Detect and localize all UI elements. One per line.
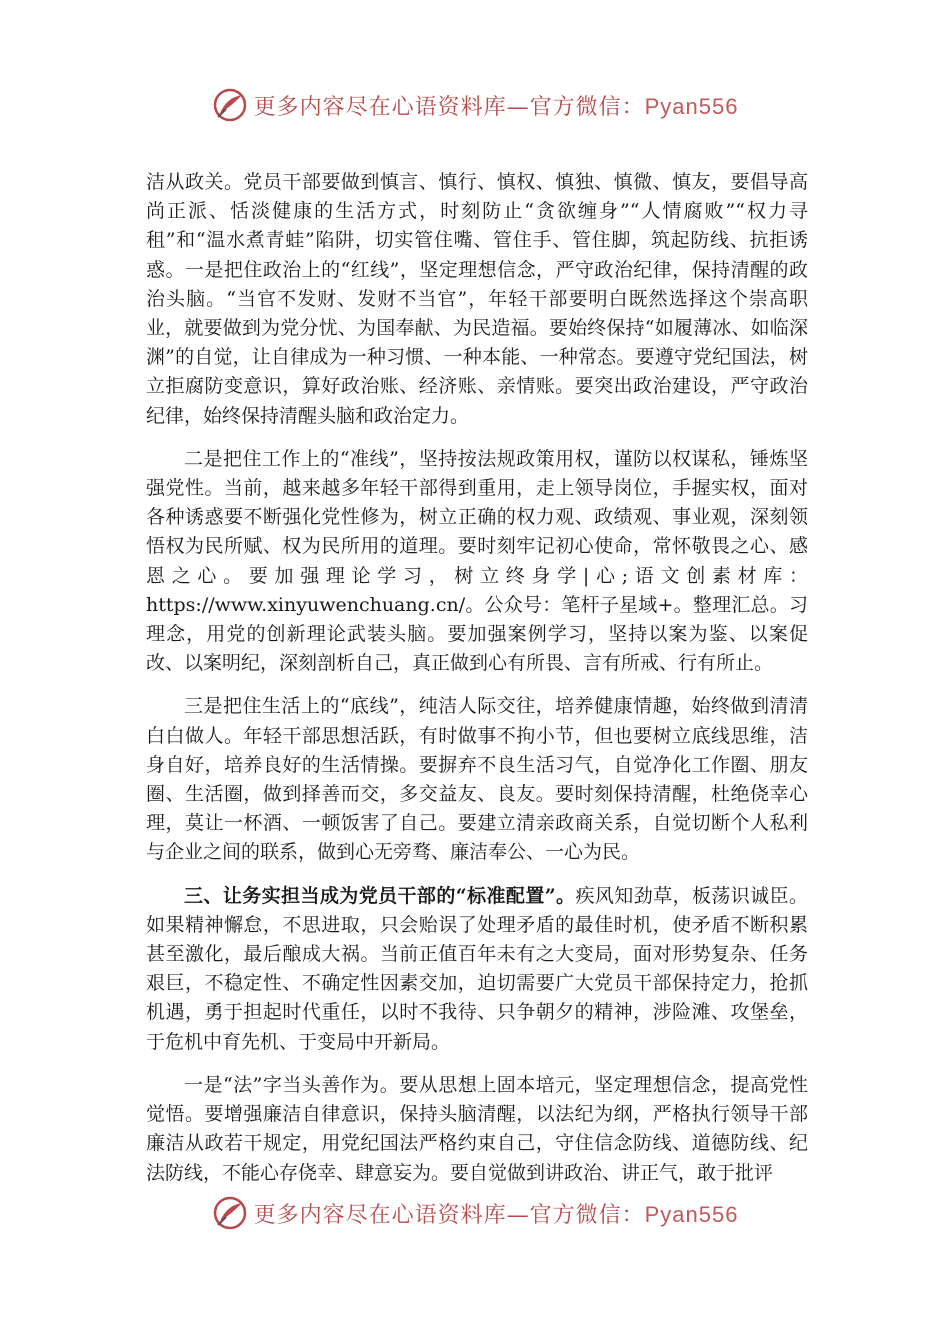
paragraph: 三、让务实担当成为党员干部的“标准配置”。疾风知劲草，板荡识诚臣。如果精神懈怠，不思进取，只会贻误了处理矛盾的最佳时机，使矛盾不断积累甚至激化，最后酿成大祸。当前正值百年未有之大变局，面对形势复杂、任务艰巨，不稳定性、不确定性因素交加，迫切需要广大党员干部保持定力，抢抓机遇，勇于担起时代重任，以时不我待、只争朝夕的精神，涉险滩、攻堡垒，于危机中育先机、于变局中开新局。 bbox=[146, 884, 808, 1053]
paragraph: 三是把住生活上的“底线”，纯洁人际交往，培养健康情趣，始终做到清清白白做人。年轻干部思想活跃，有时做事不拘小节，但也要树立底线思维，洁身自好，培养良好的生活情操。要摒弃不良生活习气，自觉净化工作圈、朋友圈、生活圈，做到择善而交，多交益友、良友。要时刻保持清醒，杜绝侥幸心理，莫让一杯酒、一顿饭害了自己。要建立清亲政商关系，自觉切断个人私利与企业之间的联系，做到心无旁骛、廉洁奉公、一心为民。 bbox=[146, 695, 808, 864]
paragraph: 一是“法”字当头善作为。要从思想上固本培元，坚定理想信念，提高党性觉悟。要增强廉洁自律意识，保持头脑清醒，以法纪为纲，严格执行领导干部廉洁从政若干规定，用党纪国法严格约束自己，守住信念防线、道德防线、纪法防线，不能心存侥幸、肆意妄为。要自觉做到讲政治、讲正气，敢于批评 bbox=[146, 1073, 808, 1184]
wechat-id: Pyan556 bbox=[644, 93, 739, 119]
section-heading: 三、让务实担当成为党员干部的“标准配置”。 bbox=[184, 884, 576, 907]
header-banner bbox=[0, 80, 950, 130]
banner-text: 更多内容尽在心语资料库—官方微信：Pyan556 bbox=[253, 93, 739, 120]
banner-text: 更多内容尽在心语资料库—官方微信：Pyan556 bbox=[253, 1201, 739, 1228]
paragraph: 二是把住工作上的“准线”，坚持按法规政策用权，谨防以权谋私，锤炼坚强党性。当前，越来越多年轻干部得到重用，走上领导岗位，手握实权，面对各种诱惑要不断强化党性修为，树立正确的权力观、政绩观、事业观，深刻领悟权为民所赋、权为民所用的道理。要时刻牢记初心使命，常怀敬畏之心、感恩之心。要加强理论学习，树立终身学|心;语文创素材库：https://www.xinyuwenchuang.cn/。公众号：笔杆子星域+。整理汇总。习理念，用党的创新理论武装头脑。要加强案例学习，坚持以案为鉴、以案促改、以案明纪，深刻剖析自己，真正做到心有所畏、言有所戒、行有所止。 bbox=[146, 447, 808, 675]
logo-icon bbox=[212, 1195, 248, 1231]
footer-banner bbox=[0, 1188, 950, 1238]
logo-icon bbox=[212, 87, 248, 123]
document-body bbox=[146, 168, 808, 1202]
wechat-id: Pyan556 bbox=[644, 1201, 739, 1227]
paragraph: 洁从政关。党员干部要做到慎言、慎行、慎权、慎独、慎微、慎友，要倡导高尚正派、恬淡健康的生活方式，时刻防止“贪欲缠身”“人情腐败”“权力寻租”和“温水煮青蛙”陷阱，切实管住嘴、管住手、管住脚，筑起防线、抗拒诱惑。一是把住政治上的“红线”，坚定理想信念，严守政治纪律，保持清醒的政治头脑。“当官不发财、发财不当官”，年轻干部要明白既然选择这个崇高职业，就要做到为党分忧、为国奉献、为民造福。要始终保持“如履薄冰、如临深渊”的自觉，让自律成为一种习惯、一种本能、一种常态。要遵守党纪国法，树立拒腐防变意识，算好政治账、经济账、亲情账。要突出政治建设，严守政治纪律，始终保持清醒头脑和政治定力。 bbox=[146, 171, 808, 427]
